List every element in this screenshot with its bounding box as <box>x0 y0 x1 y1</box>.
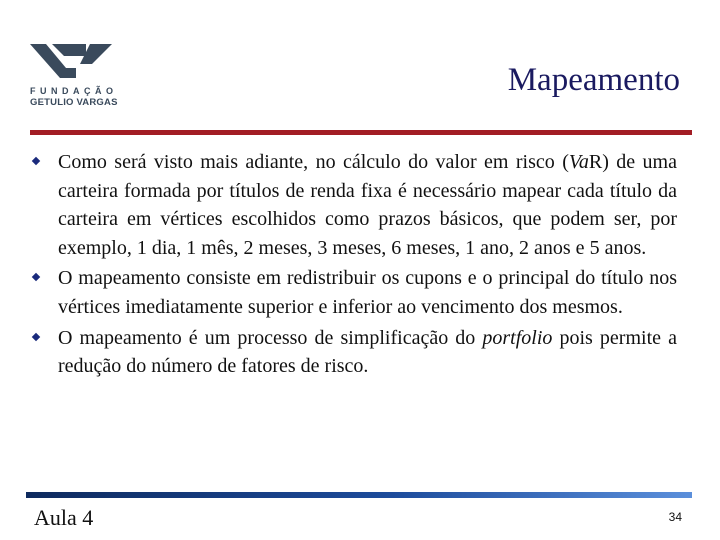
logo-text-line2: GETULIO VARGAS <box>30 97 118 108</box>
diamond-bullet-icon <box>32 273 40 281</box>
bullet-item: O mapeamento consiste em redistribuir os cupons e o principal do título nos vértices imediatamente superior e inferior ao vencimento dos mesmos. <box>32 264 677 321</box>
fgv-logo <box>30 44 122 108</box>
bullet-list <box>32 148 677 383</box>
footer-divider <box>26 492 692 498</box>
diamond-bullet-icon <box>32 157 40 165</box>
header-divider <box>30 130 692 135</box>
footer-label: Aula 4 <box>34 505 94 530</box>
bullet-item: Como será visto mais adiante, no cálculo do valor em risco (VaR) de uma carteira formada por títulos de renda fixa é necessário mapear cada título da carteira em vértices escolhidos como prazos básicos, que podem ser, por exemplo, 1 dia, 1 mês, 2 meses, 3 meses, 6 meses, 1 ano, 2 anos e 5 anos. <box>32 148 677 262</box>
diamond-bullet-icon <box>32 332 40 340</box>
bullet-item: O mapeamento é um processo de simplificação do portfolio pois permite a redução do número de fatores de risco. <box>32 324 677 381</box>
slide-title: Mapeamento <box>507 62 680 98</box>
page-number: 34 <box>668 510 682 524</box>
fgv-logo-mark-icon <box>30 44 112 78</box>
logo-text-line1: FUNDAÇÃO <box>30 86 118 96</box>
